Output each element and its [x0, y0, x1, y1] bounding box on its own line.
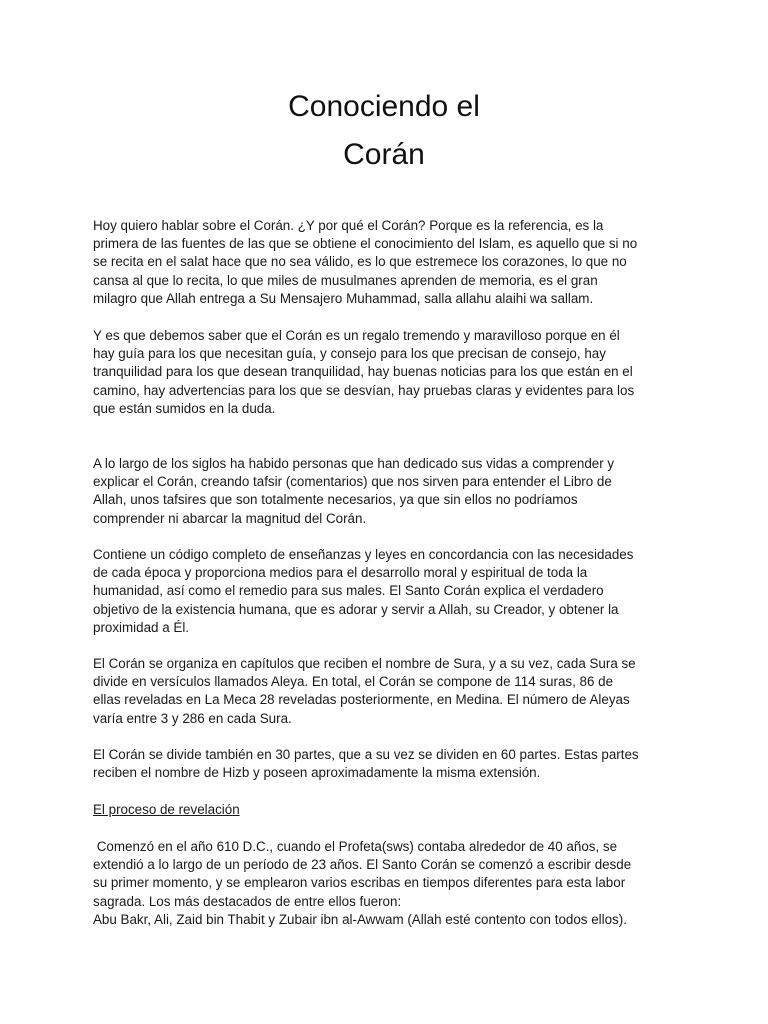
text-line: proximidad a Él.	[93, 619, 190, 635]
text-line: varía entre 3 y 286 en cada Sura.	[93, 710, 292, 726]
paragraph-divisions	[93, 746, 683, 782]
text-line: tranquilidad para los que desean tranquilidad, hay buenas noticias para los que están en el	[93, 364, 633, 380]
text-line: objetivo de la existencia humana, que es adorar y servir a Allah, su Creador, y obtener la	[93, 601, 619, 617]
text-line: divide en versículos llamados Aleya. En total, el Corán se compone de 114 suras, 86 de	[93, 674, 614, 690]
paragraph-contents	[93, 546, 683, 637]
paragraph-intro	[93, 217, 683, 308]
text-line: Contiene un código completo de enseñanzas y leyes en concordancia con las necesidades	[93, 547, 634, 562]
paragraph-structure	[93, 655, 683, 728]
text-line: hay guía para los que necesitan guía, y consejo para los que precisan de consejo, hay	[93, 346, 606, 362]
section-heading-revelation: El proceso de revelación	[93, 802, 240, 817]
text-line: cansa al que lo recita, lo que miles de musulmanes aprenden de memoria, es el gran	[93, 272, 598, 288]
text-line: El Corán se divide también en 30 partes, que a su vez se dividen en 60 partes. Estas partes	[93, 747, 639, 762]
text-line: El Corán se organiza en capítulos que reciben el nombre de Sura, y a su vez, cada Sura se	[93, 656, 636, 671]
text-line: reciben el nombre de Hizb y poseen aproximadamente la misma extensión.	[93, 765, 541, 781]
text-line: su primer momento, y se emplearon varios escribas en tiempos diferentes para esta labor	[93, 875, 626, 891]
document-title-line-2: Corán	[343, 138, 425, 171]
text-line: que están sumidos en la duda.	[93, 400, 276, 416]
text-line: Allah, unos tafsires que son totalmente necesarios, ya que sin ellos no podríamos	[93, 492, 578, 508]
text-line: Comenzó en el año 610 D.C., cuando el Profeta(sws) contaba alrededor de 40 años, se	[93, 839, 618, 854]
text-line: milagro que Allah entrega a Su Mensajero Muhammad, salla allahu alaihi wa sallam.	[93, 290, 594, 306]
text-line: humanidad, así como el remedio para sus males. El Santo Corán explica el verdadero	[93, 583, 604, 599]
text-line: sagrada. Los más destacados de entre ellos fueron:	[93, 893, 402, 909]
text-line: A lo largo de los siglos ha habido personas que han dedicado sus vidas a comprender y	[93, 456, 615, 471]
document-title-line-1: Conociendo el	[288, 90, 480, 123]
text-line: comprender ni abarcar la magnitud del Corán.	[93, 510, 367, 526]
text-line: explicar el Corán, creando tafsir (comentarios) que nos sirven para entender el Libro de	[93, 474, 612, 490]
text-line: camino, hay advertencias para los que se desvían, hay pruebas claras y evidentes para los	[93, 382, 635, 398]
text-line: se recita en el salat hace que no sea válido, es lo que estremece los corazones, lo que no	[93, 254, 627, 270]
paragraph-tafsir	[93, 455, 683, 528]
text-line: Hoy quiero hablar sobre el Corán. ¿Y por qué el Corán? Porque es la referencia, es la	[93, 218, 604, 233]
text-line: extendió a lo largo de un período de 23 años. El Santo Corán se comenzó a escribir desde	[93, 857, 632, 873]
paragraph-gift	[93, 327, 683, 418]
text-line: de cada época y proporciona medios para el desarrollo moral y espiritual de toda la	[93, 565, 588, 581]
text-line: Abu Bakr, Ali, Zaid bin Thabit y Zubair ibn al-Awwam (Allah esté contento con todos ellos).	[93, 911, 627, 927]
text-line: ellas reveladas en La Meca 28 reveladas posteriormente, en Medina. El número de Aleyas	[93, 692, 630, 708]
text-line: Y es que debemos saber que el Corán es un regalo tremendo y maravilloso porque en él	[93, 328, 620, 343]
paragraph-revelation	[93, 838, 683, 929]
text-line: primera de las fuentes de las que se obtiene el conocimiento del Islam, es aquello que si no	[93, 236, 638, 252]
